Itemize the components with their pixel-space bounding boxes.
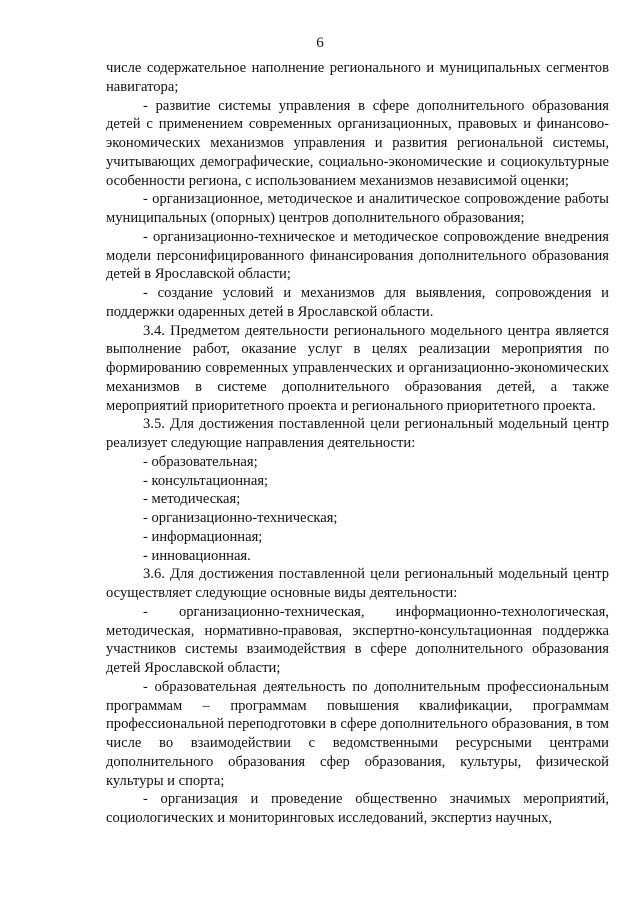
list-item: - консультационная; xyxy=(143,472,269,489)
paragraph: - развитие системы управления в сфере дополнительного образования детей с применением современных организационных, правовых и финансово-экономических механизмов управления и развития региональной системы, учитывающих демографические, социально-экономические и социокультурные особенности региона, с использованием механизмов независимой оценки; xyxy=(106,97,609,189)
paragraph: - организационно-техническая, информационно-технологическая, методическая, нормативно-правовая, экспертно-консультационная поддержка участников системы взаимодействия в сфере дополнительного образования детей Ярославской области; xyxy=(106,603,609,676)
page-number: 6 xyxy=(316,35,324,51)
list-item: - методическая; xyxy=(143,491,241,508)
list-item: - образовательная; xyxy=(143,453,258,470)
list-item: - информационная; xyxy=(143,528,263,545)
paragraph: - создание условий и механизмов для выявления, сопровождения и поддержки одаренных детей в Ярославской области. xyxy=(106,285,609,320)
document-body xyxy=(106,59,609,828)
paragraph: - образовательная деятельность по дополнительным профессиональным программам – программам повышения квалификации, программам профессиональной переподготовки в сфере дополнительного образования, в том числе во взаимодействии с ведомственными ресурсными центрами дополнительного образования сфер образования, культуры, физической культуры и спорта; xyxy=(106,678,609,789)
paragraph: 3.6. Для достижения поставленной цели региональный модельный центр осуществляет следующие основные виды деятельности: xyxy=(106,566,609,601)
paragraph: - организация и проведение общественно значимых мероприятий, социологических и мониторинговых исследований, экспертиз научных, xyxy=(106,791,609,826)
paragraph: - организационно-техническое и методическое сопровождение внедрения модели персонифицированного финансирования дополнительного образования детей в Ярославской области; xyxy=(106,228,609,283)
paragraph: числе содержательное наполнение регионального и муниципальных сегментов навигатора; xyxy=(106,60,609,95)
list-item: - инновационная. xyxy=(143,547,251,564)
paragraph: 3.5. Для достижения поставленной цели региональный модельный центр реализует следующие направления деятельности: xyxy=(106,416,609,451)
paragraph: 3.4. Предметом деятельности регионального модельного центра является выполнение работ, оказание услуг в целях реализации мероприятия по формированию современных управленческих и организационно-экономических механизмов в системе дополнительного образования детей, а также мероприятий приоритетного проекта и регионального приоритетного проекта. xyxy=(106,322,609,414)
paragraph: - организационное, методическое и аналитическое сопровождение работы муниципальных (опорных) центров дополнительного образования; xyxy=(106,191,609,226)
list-item: - организационно-техническая; xyxy=(143,510,338,526)
